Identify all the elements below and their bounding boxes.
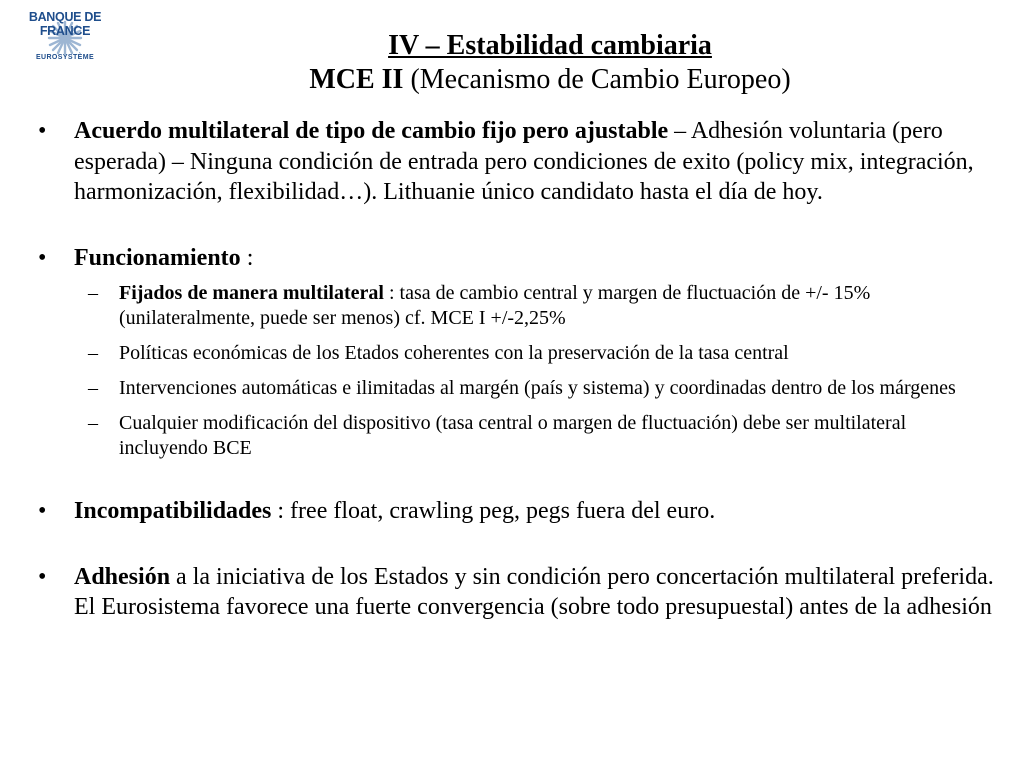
bullet-item bbox=[36, 496, 994, 527]
bullet-item bbox=[36, 116, 994, 208]
sub-bullet-item bbox=[81, 376, 994, 401]
bullet-text: : free float, crawling peg, pegs fuera del euro. bbox=[271, 498, 716, 524]
title-subtitle-bold: MCE II bbox=[309, 64, 404, 95]
bullet-text: a la iniciativa de los Estados y sin condición pero concertación multilateral preferida. El Eurosistema favorece una fuerte convergencia (sobre todo presupuestal) antes de la adhesión bbox=[74, 563, 994, 620]
bullet-marker: • bbox=[38, 244, 47, 271]
bullet-marker: • bbox=[38, 563, 47, 590]
bullet-heading: Funcionamiento bbox=[74, 244, 241, 271]
sub-bullet-heading: Fijados de manera multilateral bbox=[119, 282, 384, 304]
bullet-item bbox=[36, 243, 994, 274]
sub-bullet-text: Intervenciones automáticas e ilimitadas al margén (país y sistema) y coordinadas dentro de los márgenes bbox=[119, 377, 956, 399]
bullet-marker: • bbox=[38, 498, 47, 524]
bullet-text: – Adhesión voluntaria (pero esperada) – Ninguna condición de entrada pero condiciones de exito (policy mix, integración, harmonización, flexibilidad…). Lithuanie único candidato hasta el día de hoy. bbox=[74, 118, 974, 205]
sub-bullet-item bbox=[81, 411, 994, 461]
sub-bullet-text: Cualquier modificación del dispositivo (tasa central o margen de fluctuación) debe ser multilateral incluyendo BCE bbox=[119, 412, 907, 459]
sub-bullet-marker: – bbox=[88, 412, 98, 434]
sub-bullet-marker: – bbox=[88, 377, 98, 399]
bullet-item bbox=[36, 562, 994, 623]
bullet-heading: Incompatibilidades bbox=[74, 498, 272, 524]
bullet-heading: Acuerdo multilateral de tipo de cambio fijo pero ajustable bbox=[74, 118, 669, 144]
bullet-text: : bbox=[240, 244, 254, 271]
sub-bullet-marker: – bbox=[88, 282, 98, 304]
slide-body bbox=[36, 116, 994, 623]
logo-wordmark: BANQUE DE FRANCE bbox=[28, 10, 102, 38]
sub-bullet-text: Políticas económicas de los Etados coherentes con la preservación de la tasa central bbox=[119, 342, 789, 364]
sub-bullet-marker: – bbox=[88, 342, 98, 364]
title-subtitle-rest: (Mecanismo de Cambio Europeo) bbox=[403, 64, 791, 95]
bullet-heading: Adhesión bbox=[74, 563, 171, 590]
slide-title bbox=[140, 30, 960, 98]
banque-de-france-logo bbox=[6, 10, 124, 68]
title-subtitle bbox=[140, 62, 960, 98]
sub-bullet-text: : tasa de cambio central y margen de fluctuación de +/- 15% (unilateralmente, puede ser menos) cf. MCE I +/-2,25% bbox=[119, 282, 871, 329]
sub-bullet-item bbox=[81, 341, 994, 366]
title-main: IV – Estabilidad cambiaria bbox=[388, 30, 712, 61]
sub-bullet-list bbox=[36, 281, 994, 461]
sub-bullet-item bbox=[81, 281, 994, 331]
bullet-marker: • bbox=[38, 118, 47, 144]
logo-subtitle: EUROSYSTÈME bbox=[35, 54, 95, 61]
